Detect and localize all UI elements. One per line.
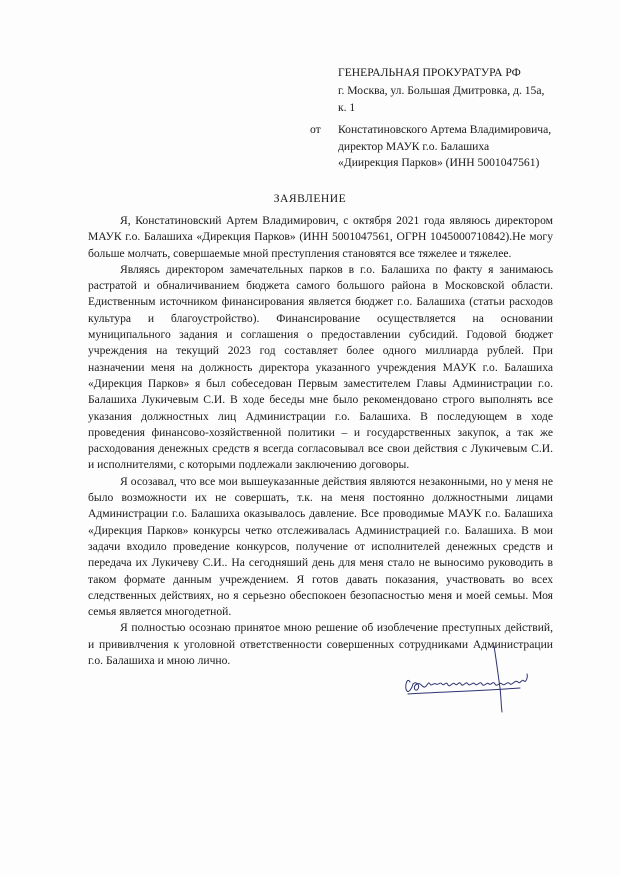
document-title: ЗАЯВЛЕНИЕ [273, 192, 347, 205]
paragraph: Я полностью осознаю принятое мною решение об изоблечение преступных действий, и прививлчения к уголовной ответственности совершенных сотрудниками Администрации г.о. Балашиха и мною лично. [88, 621, 553, 668]
sender-line: директор МАУК г.о. Балашиха [338, 139, 490, 153]
recipient-block [338, 64, 588, 117]
document-body [88, 213, 553, 669]
paragraph: Я, Констатиновский Артем Владимирович, с октября 2021 года являюсь директором МАУК г.о. Балашиха «Дирекция Парков» (ИНН 5001047561, ОГРН 1045000710842).Не могу больше молчать, совершаемые мной преступления становятся все тяжелее и тяжелее. [88, 214, 553, 260]
recipient-line: ГЕНЕРАЛЬНАЯ ПРОКУРАТУРА РФ [338, 66, 521, 79]
sender-label: от [310, 123, 321, 136]
signature-image [398, 644, 548, 714]
sender-line: «Диирекция Парков» (ИНН 5001047561) [338, 156, 540, 169]
sender-line: Констатиновского Артема Владимировича, [338, 123, 552, 136]
recipient-line: г. Москва, ул. Большая Дмитровка, д. 15а, [338, 83, 545, 97]
signature [398, 644, 548, 714]
paragraph: Являясь директором замечательных парков в г.о. Балашиха по факту я занимаюсь растратой и обналичиванием бюджета самого большого района в Московской области. Едиственным источником финансирования является бюджет г.о. Балашиха (статьи расходов культура и благоустройство). Финансирование осуществляется на основании муниципального задания и соглашения о предоставлении субсидий. Годовой бюджет учреждения на текущий 2023 год составляет более одного миллиарда рублей. При назначении меня на должность директора указанного учреждения МАУК г.о. Балашиха «Дирекция Парков» я был собеседован Первым заместителем Главы Администрации г.о. Балашиха Лукичевым С.И. В ходе беседы мне было рекомендовано строго выполнять все указания должностных лиц Администрации г.о. Балашиха. В последующем в ходе проведения финансово-хозяйственной политики – и государственных закупок, а так же расходования денежных средств я всегда согласовывал все свои действия с Лукичевым С.И. и исполнителями, с которыми подлежали заключению договоры. [88, 262, 553, 472]
paragraph: Я осозавал, что все мои вышеуказанные действия являются незаконными, но у меня не было возможности их не совершать, т.к. на меня постоянно должностными лицами Администрации г.о. Балашиха оказывалось давление. Все проводимые МАУК г.о. Балашиха «Дирекция Парков» конкурсы четко отслеживалась Администрацией г.о. Балашиха. В мои задачи входило проведение конкурсов, получение от исполнителей денежных средств и передача их Лукичеву С.И.. На сегодняший день для меня стало не выносимо руководить в таком формате данным учреждением. Я готов давать показания, участвовать во всех следственных действиях, но я серьезно обеспокоен безопасностью меня и моей семьы. Моя семья является многодетной. [88, 474, 553, 619]
recipient-line: к. 1 [338, 101, 356, 114]
